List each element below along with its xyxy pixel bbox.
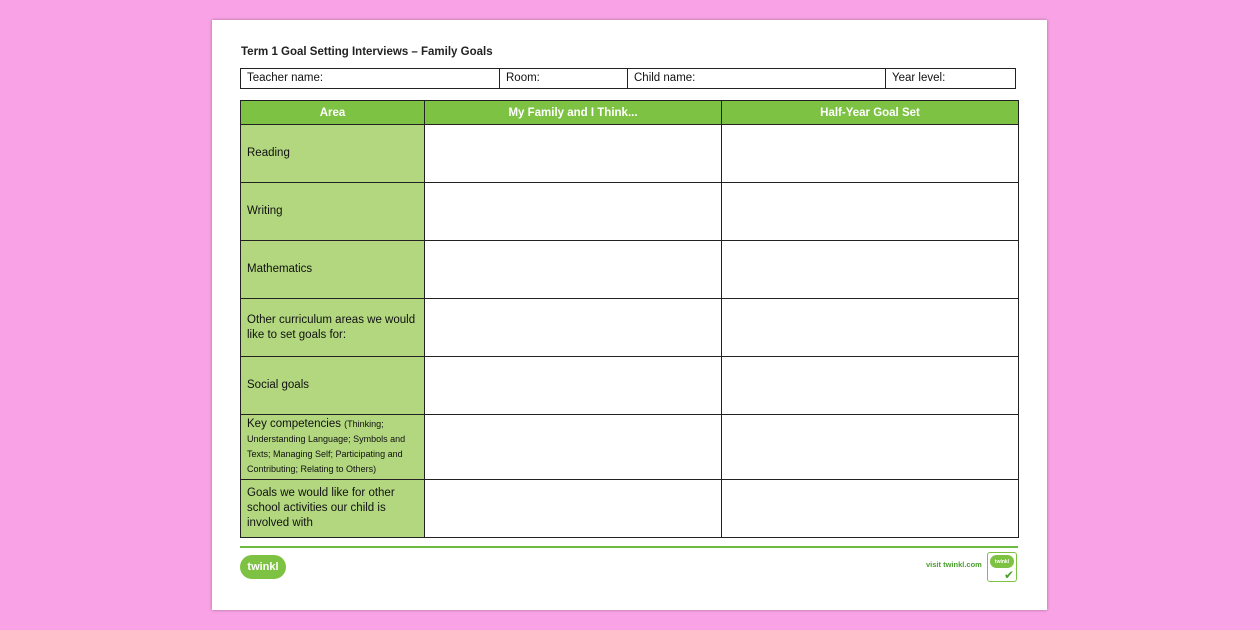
area-writing: Writing <box>241 183 425 241</box>
teacher-name-field: Teacher name: <box>241 69 500 88</box>
worksheet-page <box>212 20 1047 610</box>
table-row <box>241 183 1019 241</box>
twinkl-logo: twinkl <box>240 555 286 579</box>
family-think-cell <box>425 299 722 357</box>
area-other-activities: Goals we would like for other school activities our child is involved with <box>241 480 425 538</box>
year-level-field: Year level: <box>892 72 946 84</box>
goal-set-cell <box>722 241 1019 299</box>
area-social-goals: Social goals <box>241 357 425 415</box>
visit-link-text: visit twinkl.com <box>926 560 982 569</box>
family-think-cell <box>425 125 722 183</box>
table-row <box>241 299 1019 357</box>
header-area: Area <box>241 101 425 125</box>
key-competencies-label: Key competencies <box>247 418 341 430</box>
table-row <box>241 125 1019 183</box>
area-other-curriculum: Other curriculum areas we would like to set goals for: <box>241 299 425 357</box>
quality-badge-icon <box>987 552 1017 582</box>
goal-set-cell <box>722 299 1019 357</box>
table-row <box>241 241 1019 299</box>
goal-set-cell <box>722 415 1019 480</box>
header-family-think: My Family and I Think... <box>425 101 722 125</box>
child-name-field: Child name: <box>628 69 886 88</box>
area-reading: Reading <box>241 125 425 183</box>
header-half-year-goal: Half-Year Goal Set <box>722 101 1019 125</box>
family-think-cell <box>425 183 722 241</box>
room-field: Room: <box>500 69 628 88</box>
goal-set-cell <box>722 480 1019 538</box>
family-think-cell <box>425 241 722 299</box>
goal-set-cell <box>722 125 1019 183</box>
family-think-cell <box>425 480 722 538</box>
table-row <box>241 415 1019 480</box>
table-row <box>241 480 1019 538</box>
family-think-cell <box>425 415 722 480</box>
checkmark-icon: ✔ <box>1004 568 1015 582</box>
document-title: Term 1 Goal Setting Interviews – Family Goals <box>241 46 493 58</box>
area-mathematics: Mathematics <box>241 241 425 299</box>
goals-table <box>240 100 1019 538</box>
info-row <box>240 68 1016 89</box>
area-key-competencies <box>241 415 425 480</box>
table-row <box>241 357 1019 415</box>
family-think-cell <box>425 357 722 415</box>
table-header-row <box>241 101 1019 125</box>
footer-divider <box>240 546 1018 548</box>
key-competencies-note: (Thinking; Understanding Language; Symbols and Texts; Managing Self; Participating and Contributing; Relating to Others) <box>247 419 406 474</box>
badge-logo: twinkl <box>990 555 1014 568</box>
goal-set-cell <box>722 183 1019 241</box>
goal-set-cell <box>722 357 1019 415</box>
